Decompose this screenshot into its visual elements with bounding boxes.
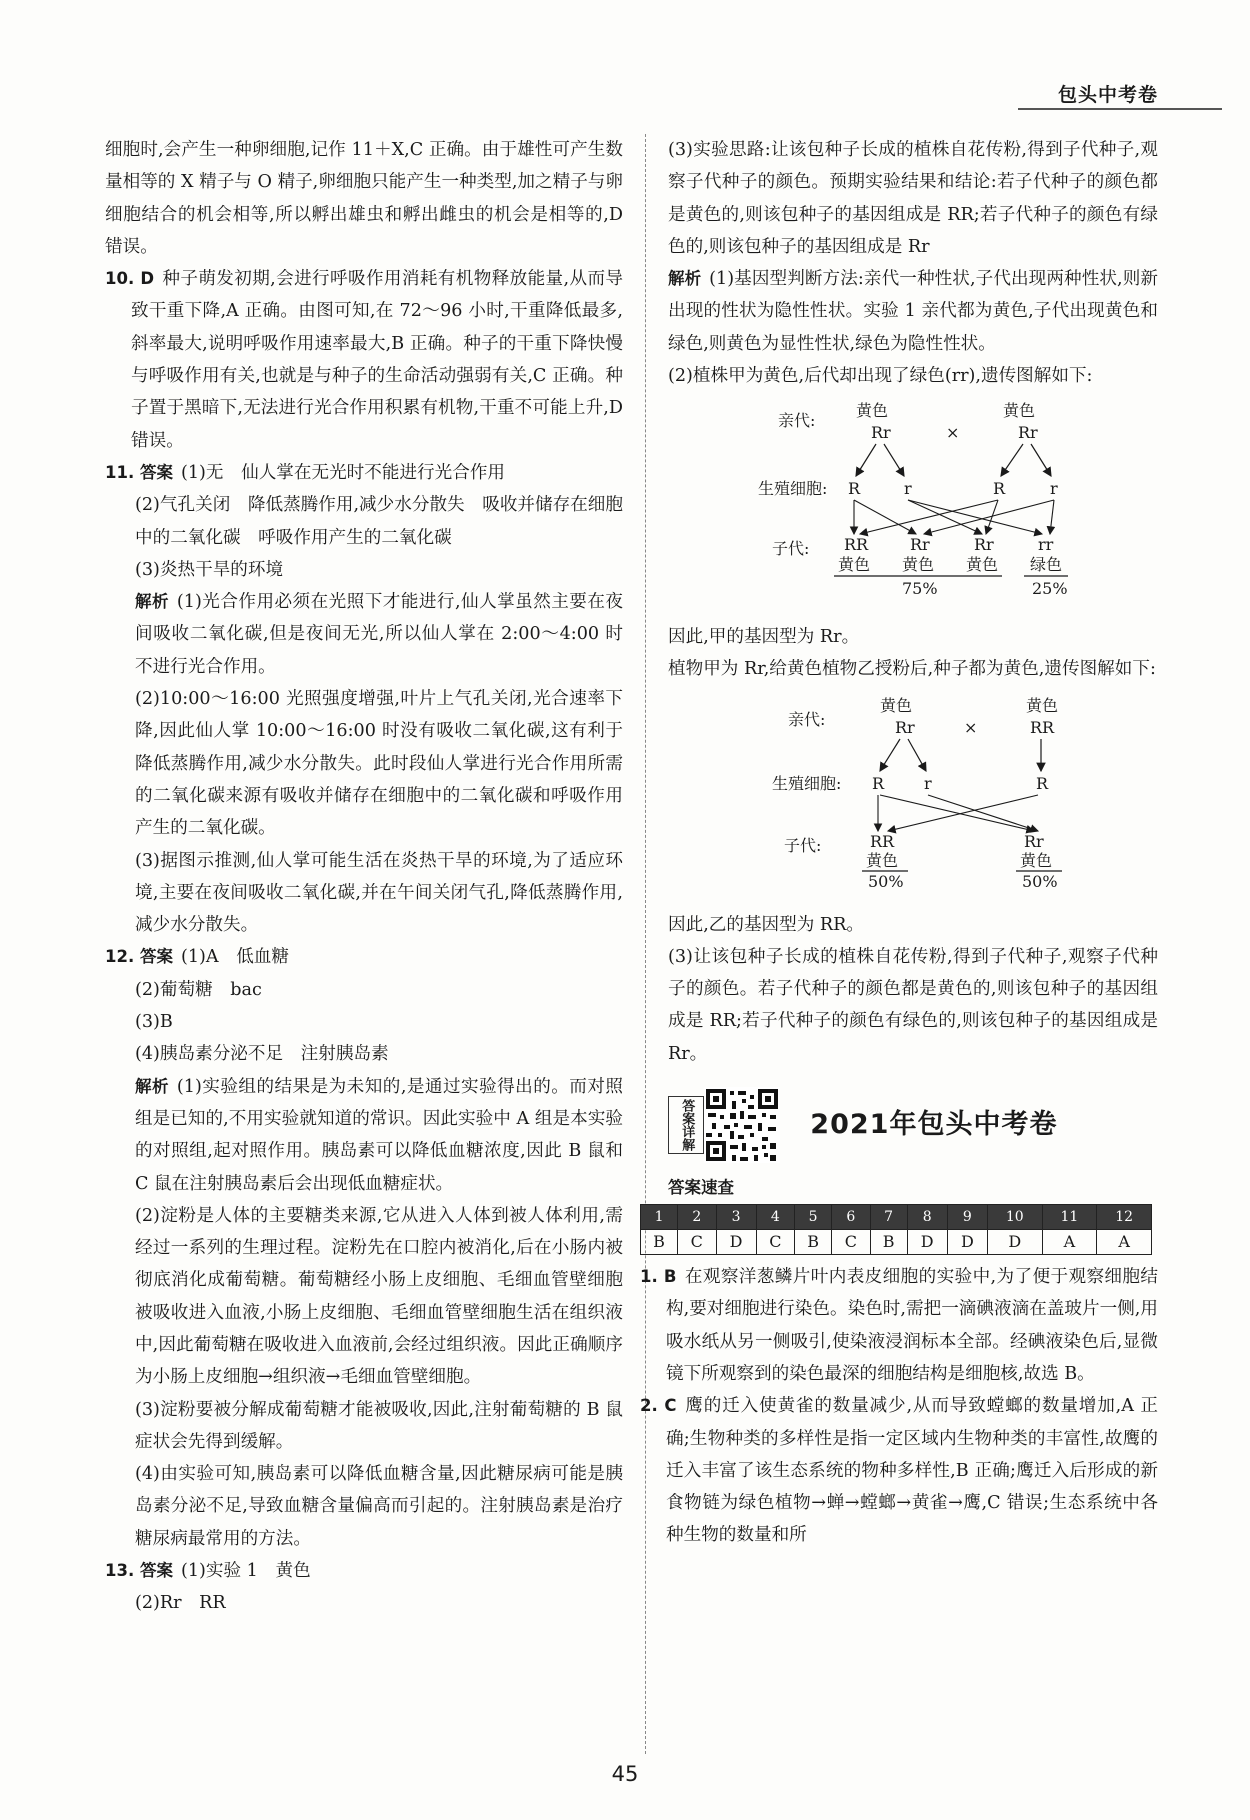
answer-number: 11 bbox=[1042, 1205, 1097, 1230]
answer-number: 4 bbox=[756, 1205, 794, 1230]
header-rule bbox=[1018, 108, 1222, 110]
analysis-text: (1)光合作用必须在光照下才能进行,仙人掌虽然主要在夜间吸收二氧化碳,但是夜间无光,所以仙人掌在 2:00～4:00 时不进行光合作用。 bbox=[135, 592, 623, 677]
answer-choice: A bbox=[1042, 1230, 1097, 1255]
answer-number: 8 bbox=[907, 1205, 947, 1230]
analysis-label: 解析 bbox=[668, 269, 702, 289]
answer-number: 10 bbox=[987, 1205, 1042, 1230]
answer-table-numbers bbox=[641, 1205, 1152, 1230]
question-11 bbox=[105, 457, 623, 489]
answer-number: 9 bbox=[947, 1205, 987, 1230]
gamete-1: R bbox=[872, 774, 885, 794]
analysis-text: (1)实验组的结果是为未知的,是通过实验得出的。而对照组是已知的,不用实验就知道的常识。因此实验中 A 组是本实验的对照组,起对照作用。胰岛素可以降低血糖浓度,因此 B 鼠和 C 鼠在注射胰岛素后会出现低血糖症状。 bbox=[135, 1076, 623, 1194]
gamete-3: R bbox=[993, 479, 1006, 499]
offspring-label: 子代: bbox=[784, 836, 822, 856]
quick-answer-label: 答案速查 bbox=[668, 1178, 734, 1198]
left-column bbox=[105, 134, 623, 1620]
cross-diagram-svg bbox=[668, 398, 1158, 603]
answer-text: 种子萌发初期,会进行呼吸作用消耗有机物释放能量,从而导致干重下降,A 正确。由图可知,在 72～96 小时,干重降低最多,斜率最大,说明呼吸作用速率最大,B 正确。种子的干重下降快慢与呼吸作用有关,也就是与种子的生命活动强弱有关,C 正确。种子置于黑暗下,无法进行光合作用积累有机物,干重不可能上升,D 错误。 bbox=[131, 269, 623, 451]
offspring-1-genotype: RR bbox=[870, 832, 895, 852]
parent-2-genotype: RR bbox=[1030, 718, 1055, 738]
question-13 bbox=[105, 1555, 623, 1587]
analysis bbox=[105, 586, 623, 683]
ratio-dominant: 75% bbox=[902, 579, 938, 599]
answer-line: (2)葡萄糖 bac bbox=[135, 979, 262, 1000]
parent-2-genotype: Rr bbox=[1018, 423, 1038, 443]
gamete-4: r bbox=[1050, 479, 1058, 499]
answer-number: 12 bbox=[1097, 1205, 1152, 1230]
qr-block[interactable] bbox=[668, 1087, 780, 1163]
analysis-label: 解析 bbox=[135, 1076, 169, 1096]
offspring-1-phenotype: 黄色 bbox=[866, 851, 899, 871]
paragraph: 细胞时,会产生一种卵细胞,记作 11＋X,C 正确。由于雄性可产生数量相等的 X 精子与 O 精子,卵细胞只能产生一种类型,加之精子与卵细胞结合的机会相等,所以孵出雄虫和孵出雌虫的机会是相等的,D 错误。 bbox=[105, 140, 623, 257]
ratio-recessive: 25% bbox=[1032, 579, 1068, 599]
analysis-text: (4)由实验可知,胰岛素可以降低血糖含量,因此糖尿病可能是胰岛素分泌不足,导致血糖含量偏高而引起的。注射胰岛素是治疗糖尿病最常用的方法。 bbox=[135, 1464, 623, 1549]
offspring-2-genotype: Rr bbox=[910, 535, 930, 555]
offspring-1-phenotype: 黄色 bbox=[838, 555, 871, 575]
answer-text: (1)A 低血糖 bbox=[180, 947, 289, 968]
analysis bbox=[668, 263, 1158, 360]
ratio-1: 50% bbox=[868, 872, 904, 892]
gamete-2: r bbox=[904, 479, 912, 499]
answer-text: (1)无 仙人掌在无光时不能进行光合作用 bbox=[180, 462, 506, 483]
gamete-1: R bbox=[848, 479, 861, 499]
question-number: 12. 答案 bbox=[105, 947, 173, 967]
answer-line: (3)实验思路:让该包种子长成的植株自花传粉,得到子代种子,观察子代种子的颜色。预期实验结果和结论:若子代种子的颜色都是黄色的,则该包种子的基因组成是 RR;若子代种子的颜色有绿色的,则该包种子的基因组成是 Rr bbox=[668, 140, 1158, 257]
answer-text: (1)实验 1 黄色 bbox=[180, 1561, 311, 1582]
answer-line: (2)Rr RR bbox=[135, 1593, 226, 1614]
parent-1-phenotype: 黄色 bbox=[856, 401, 889, 421]
offspring-2-phenotype: 黄色 bbox=[902, 555, 935, 575]
offspring-2-genotype: Rr bbox=[1024, 832, 1044, 852]
answer-choice: C bbox=[832, 1230, 870, 1255]
conclusion: 因此,甲的基因型为 Rr。 bbox=[668, 626, 860, 647]
conclusion: 因此,乙的基因型为 RR。 bbox=[668, 914, 865, 935]
genetic-diagram-1 bbox=[668, 398, 1158, 614]
answer-choice: C bbox=[678, 1230, 716, 1255]
question-number: 2. C bbox=[640, 1396, 677, 1416]
answer-number: 7 bbox=[870, 1205, 907, 1230]
answer-choice: D bbox=[987, 1230, 1042, 1255]
gamete-label: 生殖细胞: bbox=[772, 774, 842, 794]
answer-line: (3)炎热干旱的环境 bbox=[135, 559, 284, 580]
parent-2-phenotype: 黄色 bbox=[1026, 696, 1059, 716]
gamete-2: r bbox=[924, 774, 932, 794]
right-column bbox=[640, 134, 1158, 1552]
answer-choice: B bbox=[641, 1230, 678, 1255]
offspring-4-genotype: rr bbox=[1038, 535, 1054, 555]
offspring-3-genotype: Rr bbox=[974, 535, 994, 555]
cross-symbol: × bbox=[964, 718, 978, 738]
answer-table bbox=[640, 1204, 1152, 1255]
answer-number: 6 bbox=[832, 1205, 870, 1230]
answer-number: 2 bbox=[678, 1205, 716, 1230]
question-2 bbox=[640, 1390, 1158, 1551]
parent-1-phenotype: 黄色 bbox=[880, 696, 913, 716]
parent-2-phenotype: 黄色 bbox=[1003, 401, 1036, 421]
parent-label: 亲代: bbox=[778, 411, 816, 431]
parent-1-genotype: Rr bbox=[895, 718, 915, 738]
analysis-text: (2)10:00～16:00 光照强度增强,叶片上气孔关闭,光合速率下降,因此仙人掌 10:00～16:00 时没有吸收二氧化碳,这有利于降低蒸腾作用,减少水分散失。此时段仙人掌进行光合作用所需的二氧化碳来源有吸收并储存在细胞中的二氧化碳和呼吸作用产生的二氧化碳。 bbox=[135, 689, 623, 839]
answer-choice: B bbox=[795, 1230, 832, 1255]
answer-choice: D bbox=[907, 1230, 947, 1255]
analysis-text: 植物甲为 Rr,给黄色植物乙授粉后,种子都为黄色,遗传图解如下: bbox=[668, 658, 1156, 679]
qr-code-icon bbox=[704, 1087, 780, 1163]
analysis bbox=[105, 1071, 623, 1200]
question-number: 13. 答案 bbox=[105, 1561, 173, 1581]
answer-choice: D bbox=[716, 1230, 756, 1255]
genetic-diagram-2 bbox=[668, 691, 1158, 902]
answer-text: 鹰的迁入使黄雀的数量减少,从而导致螳螂的数量增加,A 正确;生物种类的多样性是指一定区域内生物种类的丰富性,故鹰的迁入丰富了该生态系统的物种多样性,B 正确;鹰迁入后形成的新食物链为绿色植物→蝉→螳螂→黄雀→鹰,C 错误;生态系统中各种生物的数量和所 bbox=[666, 1396, 1158, 1546]
running-header: 包头中考卷 bbox=[1057, 84, 1158, 106]
page-number: 45 bbox=[611, 1762, 639, 1786]
section-title: 2021年包头中考卷 bbox=[810, 1108, 1058, 1140]
answer-line: (2)气孔关闭 降低蒸腾作用,减少水分散失 吸收并储存在细胞中的二氧化碳 呼吸作用产生的二氧化碳 bbox=[135, 495, 623, 548]
answer-number: 5 bbox=[795, 1205, 832, 1230]
cross-diagram-svg bbox=[668, 691, 1158, 891]
analysis-label: 解析 bbox=[135, 592, 169, 612]
gamete-3: R bbox=[1036, 774, 1049, 794]
answer-choice: D bbox=[947, 1230, 987, 1255]
answer-choice: B bbox=[870, 1230, 907, 1255]
offspring-4-phenotype: 绿色 bbox=[1030, 555, 1063, 575]
gamete-label: 生殖细胞: bbox=[758, 479, 828, 499]
answer-line: (3)B bbox=[135, 1012, 173, 1033]
offspring-3-phenotype: 黄色 bbox=[966, 555, 999, 575]
answer-number: 1 bbox=[641, 1205, 678, 1230]
question-1 bbox=[640, 1261, 1158, 1390]
answer-choice: A bbox=[1097, 1230, 1152, 1255]
offspring-2-phenotype: 黄色 bbox=[1020, 851, 1053, 871]
question-12 bbox=[105, 941, 623, 973]
question-10 bbox=[105, 263, 623, 457]
analysis-text: (3)据图示推测,仙人掌可能生活在炎热干旱的环境,为了适应环境,主要在夜间吸收二氧化碳,并在午间关闭气孔,降低蒸腾作用,减少水分散失。 bbox=[135, 850, 623, 936]
qr-label: 答案详解 bbox=[668, 1096, 704, 1154]
analysis-text: (2)植株甲为黄色,后代却出现了绿色(rr),遗传图解如下: bbox=[668, 366, 1093, 387]
answer-number: 3 bbox=[716, 1205, 756, 1230]
analysis-text: (2)淀粉是人体的主要糖类来源,它从进入人体到被人体利用,需经过一系列的生理过程。淀粉先在口腔内被消化,后在小肠内被彻底消化成葡萄糖。葡萄糖经小肠上皮细胞、毛细血管壁细胞被吸收进入血液,小肠上皮细胞、毛细血管壁细胞生活在组织液中,因此葡萄糖在吸收进入血液前,会经过组织液。因此正确顺序为小肠上皮细胞→组织液→毛细血管壁细胞。 bbox=[135, 1205, 623, 1388]
analysis-text: (3)淀粉要被分解成葡萄糖才能被吸收,因此,注射葡萄糖的 B 鼠症状会先得到缓解。 bbox=[135, 1399, 623, 1452]
answer-line: (4)胰岛素分泌不足 注射胰岛素 bbox=[135, 1044, 389, 1065]
answer-text: 在观察洋葱鳞片叶内表皮细胞的实验中,为了便于观察细胞结构,要对细胞进行染色。染色时,需把一滴碘液滴在盖玻片一侧,用吸水纸从另一侧吸引,使染液浸润标本全部。经碘液染色后,显微镜下所观察到的染色最深的细胞结构是细胞核,故选 B。 bbox=[666, 1267, 1158, 1384]
section-header bbox=[668, 1078, 1158, 1172]
analysis-text: (3)让该包种子长成的植株自花传粉,得到子代种子,观察子代种子的颜色。若子代种子的颜色都是黄色的,则该包种子的基因组成是 RR;若子代种子的颜色有绿色的,则该包种子的基因组成是 Rr。 bbox=[668, 946, 1158, 1064]
question-number: 10. D bbox=[105, 269, 155, 289]
cross-symbol: × bbox=[946, 423, 960, 443]
parent-label: 亲代: bbox=[788, 710, 826, 730]
parent-1-genotype: Rr bbox=[871, 423, 891, 443]
ratio-2: 50% bbox=[1022, 872, 1058, 892]
offspring-1-genotype: RR bbox=[844, 535, 869, 555]
question-number: 11. 答案 bbox=[105, 462, 173, 482]
offspring-label: 子代: bbox=[772, 539, 810, 559]
answer-choice: C bbox=[756, 1230, 794, 1255]
question-number: 1. B bbox=[640, 1267, 677, 1287]
analysis-text: (1)基因型判断方法:亲代一种性状,子代出现两种性状,则新出现的性状为隐性性状。实验 1 亲代都为黄色,子代出现黄色和绿色,则黄色为显性性状,绿色为隐性性状。 bbox=[668, 269, 1158, 354]
answer-table-answers bbox=[641, 1230, 1152, 1255]
